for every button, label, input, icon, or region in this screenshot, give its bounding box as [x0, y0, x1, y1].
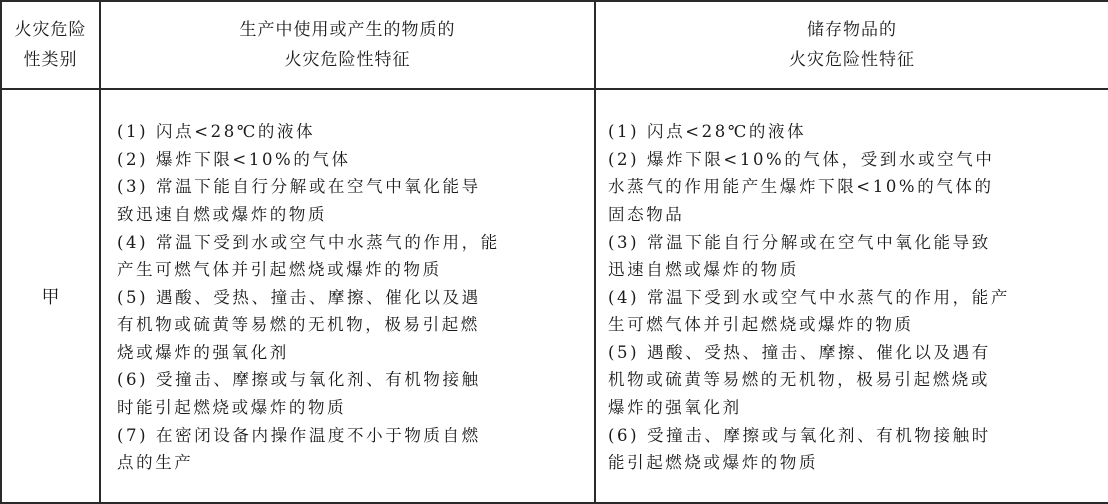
storage-line: 能引起燃烧或爆炸的物质 [608, 453, 819, 473]
production-line: 致迅速自燃或爆炸的物质 [117, 204, 328, 224]
header-category-line1: 火灾危险 [14, 20, 87, 40]
header-production [100, 1, 595, 89]
production-list [101, 115, 594, 477]
header-row [1, 1, 1108, 89]
production-line: 烧或爆炸的强氧化剂 [117, 342, 289, 362]
storage-line: (5) 遇酸、受热、撞击、摩擦、催化以及遇有 [608, 342, 991, 362]
storage-line: 生可燃气体并引起燃烧或爆炸的物质 [608, 315, 914, 335]
storage-line: 固态物品 [608, 204, 685, 224]
header-storage [595, 1, 1108, 89]
header-category-line2: 性类别 [23, 50, 78, 70]
production-line: 产生可燃气体并引起燃烧或爆炸的物质 [117, 260, 442, 280]
production-line: 有机物或硫黄等易燃的无机物，极易引起燃 [117, 315, 480, 335]
header-production-line1: 生产中使用或产生的物质的 [239, 20, 456, 40]
production-line: (5) 遇酸、受热、撞击、摩擦、催化以及遇 [117, 287, 481, 307]
header-storage-line2: 火灾危险性特征 [789, 50, 915, 70]
production-line: (7) 在密闭设备内操作温度不小于物质自燃 [117, 425, 481, 445]
production-cell [100, 89, 595, 503]
storage-cell [595, 89, 1108, 503]
production-line: 时能引起燃烧或爆炸的物质 [117, 398, 347, 418]
storage-line: (6) 受撞击、摩擦或与氧化剂、有机物接触时 [608, 425, 991, 445]
storage-line: 迅速自燃或爆炸的物质 [608, 260, 799, 280]
storage-line: 爆炸的强氧化剂 [608, 398, 742, 418]
header-category [1, 1, 100, 89]
storage-line: (3) 常温下能自行分解或在空气中氧化能导致 [608, 232, 991, 252]
category-cell: 甲 [1, 89, 100, 503]
header-storage-line1: 储存物品的 [807, 20, 897, 40]
storage-line: (4) 常温下受到水或空气中水蒸气的作用，能产 [608, 287, 1010, 307]
storage-line: 机物或硫黄等易燃的无机物，极易引起燃烧或 [608, 370, 990, 390]
production-line: (1) 闪点<28℃的液体 [117, 122, 316, 142]
header-production-line2: 火灾危险性特征 [284, 50, 411, 70]
production-line: (3) 常温下能自行分解或在空气中氧化能导 [117, 177, 481, 197]
category-row [1, 89, 1108, 503]
production-line: 点的生产 [117, 453, 194, 473]
storage-line: 水蒸气的作用能产生爆炸下限<10%的气体的 [608, 177, 994, 197]
production-line: (4) 常温下受到水或空气中水蒸气的作用，能 [117, 232, 500, 252]
storage-line: (1) 闪点<28℃的液体 [608, 122, 807, 142]
storage-list [596, 115, 1108, 477]
production-line: (6) 受撞击、摩擦或与氧化剂、有机物接触 [117, 370, 481, 390]
production-line: (2) 爆炸下限<10%的气体 [117, 149, 351, 169]
storage-line: (2) 爆炸下限<10%的气体，受到水或空气中 [608, 149, 995, 169]
